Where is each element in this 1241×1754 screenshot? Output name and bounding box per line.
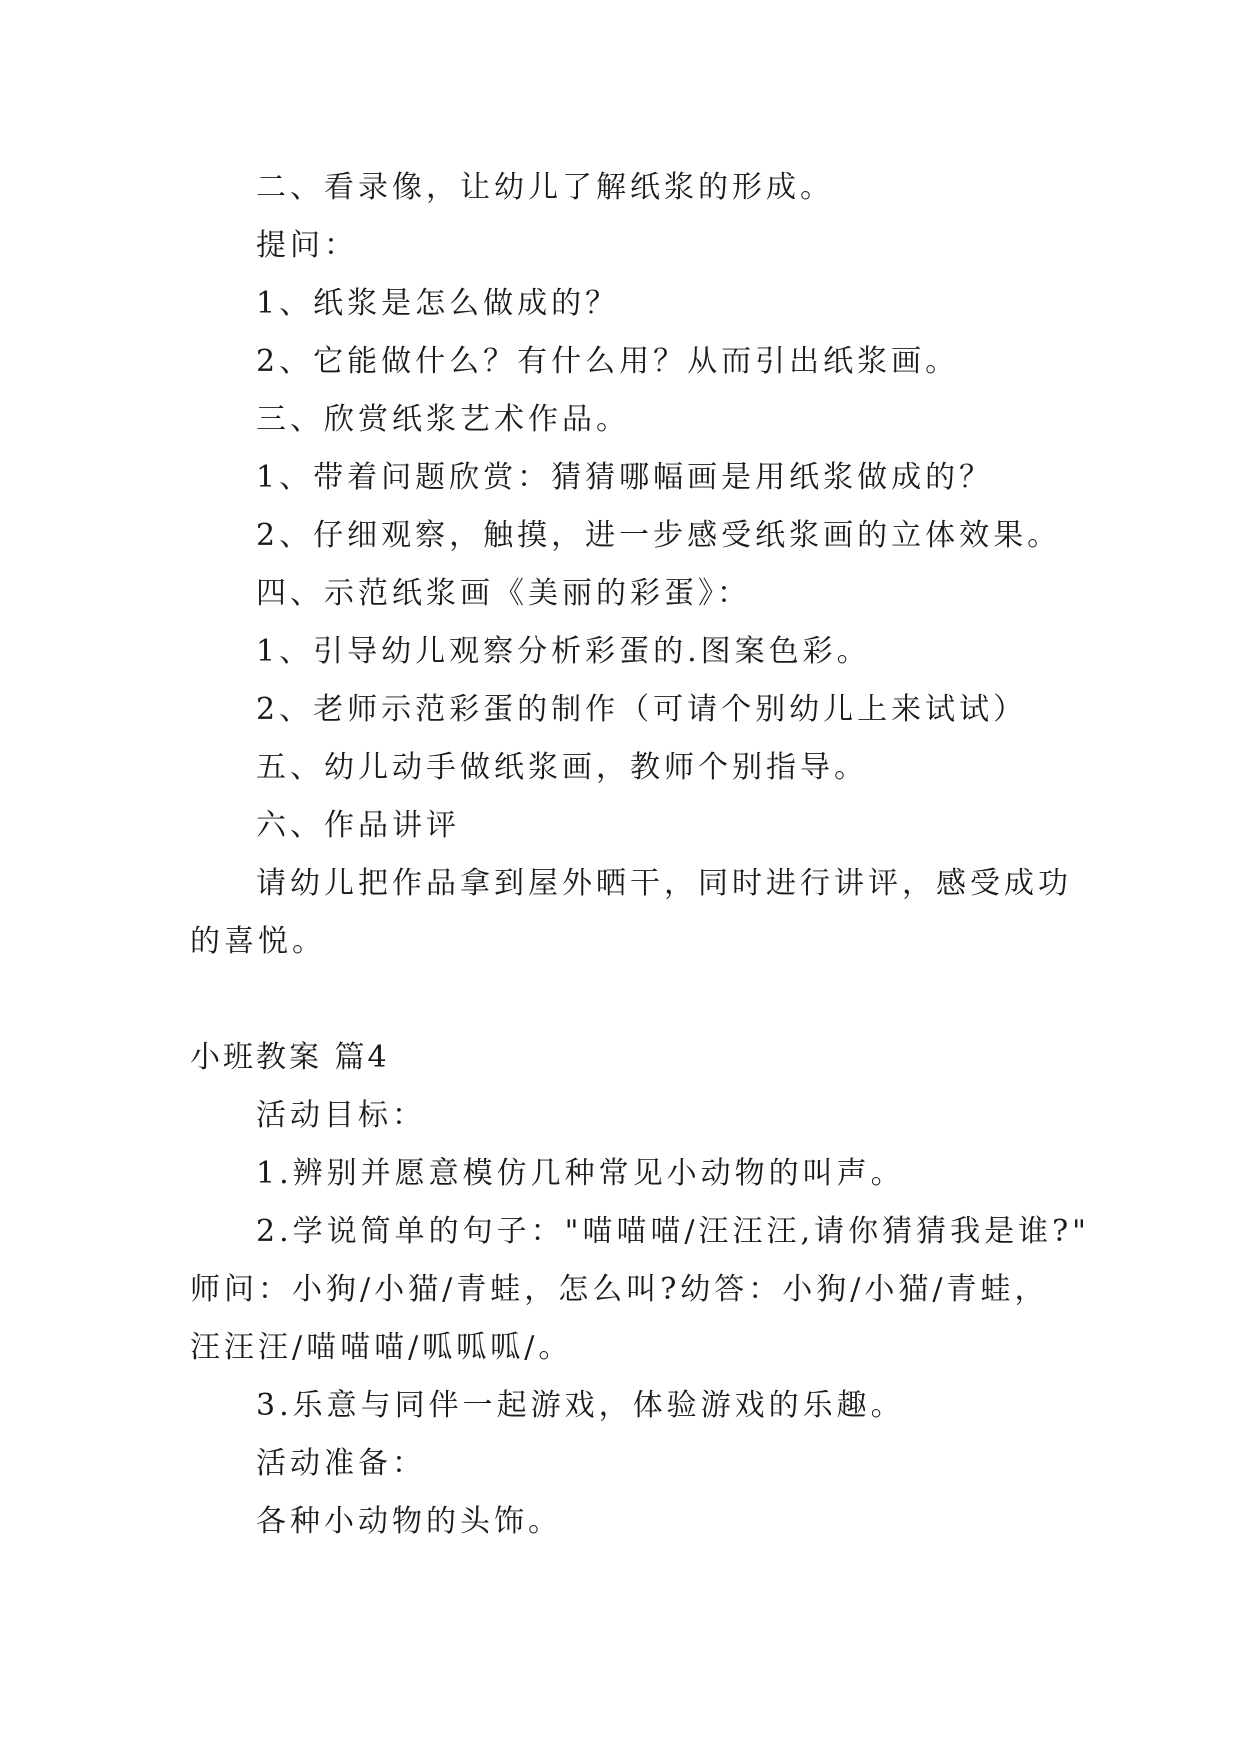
prep-item: 各种小动物的头饰。 (256, 1504, 562, 1539)
lesson-plan-title: 小班教案 篇4 (190, 1040, 390, 1075)
goal-item-1: 1.辨别并愿意模仿几种常见小动物的叫声。 (256, 1156, 905, 1191)
questions-label: 提问： (256, 228, 358, 263)
appreciation-item-2: 2、仔细观察，触摸，进一步感受纸浆画的立体效果。 (256, 518, 1062, 553)
appreciation-item-1: 1、带着问题欣赏：猜猜哪幅画是用纸浆做成的？ (256, 460, 994, 495)
section-five-heading: 五、幼儿动手做纸浆画，教师个别指导。 (256, 750, 868, 785)
section-six-heading: 六、作品讲评 (256, 808, 460, 843)
goal-item-2-line-1: 2.学说简单的句子："喵喵喵/汪汪汪,请你猜猜我是谁?" (256, 1214, 1090, 1249)
section-four-heading: 四、示范纸浆画《美丽的彩蛋》： (256, 576, 751, 611)
review-paragraph-line-1: 请幼儿把作品拿到屋外晒干，同时进行讲评，感受成功 (256, 866, 1072, 901)
activity-prep-label: 活动准备： (256, 1446, 426, 1481)
goal-item-2-line-3: 汪汪汪/喵喵喵/呱呱呱/。 (190, 1330, 573, 1365)
goal-item-3: 3.乐意与同伴一起游戏，体验游戏的乐趣。 (256, 1388, 905, 1423)
demo-item-2: 2、老师示范彩蛋的制作（可请个别幼儿上来试试） (256, 692, 1028, 727)
question-item-1: 1、纸浆是怎么做成的？ (256, 286, 620, 321)
review-paragraph-line-2: 的喜悦。 (190, 924, 326, 959)
demo-item-1: 1、引导幼儿观察分析彩蛋的.图案色彩。 (256, 634, 871, 669)
goal-item-2-line-2: 师问：小狗/小猫/青蛙，怎么叫?幼答：小狗/小猫/青蛙， (190, 1272, 1049, 1307)
section-three-heading: 三、欣赏纸浆艺术作品。 (256, 402, 630, 437)
section-two-heading: 二、看录像，让幼儿了解纸浆的形成。 (256, 170, 834, 205)
question-item-2: 2、它能做什么？有什么用？从而引出纸浆画。 (256, 344, 960, 379)
activity-goals-label: 活动目标： (256, 1098, 426, 1133)
